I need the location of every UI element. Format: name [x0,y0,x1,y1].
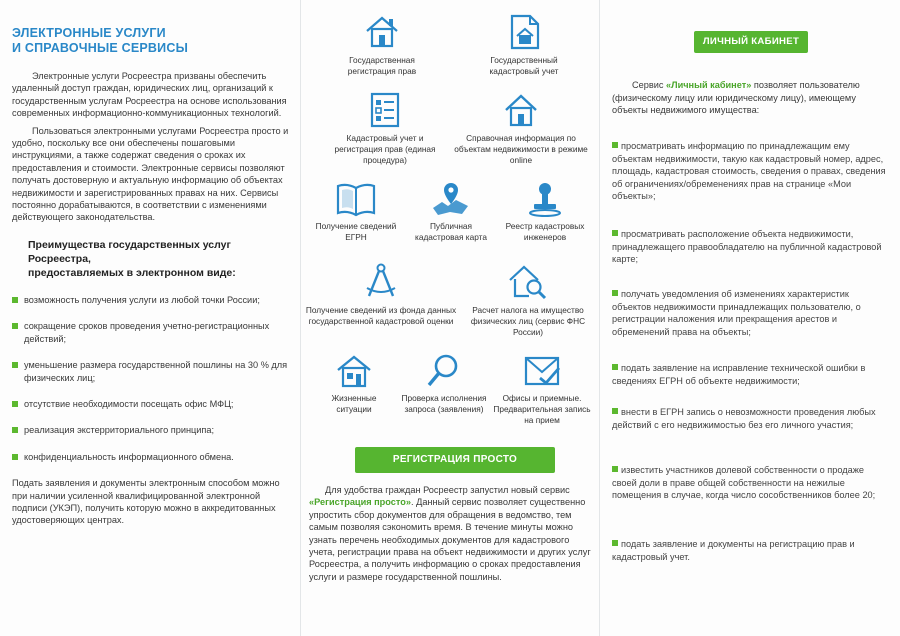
compass-drafting-icon [361,262,401,302]
advantage-item: реализация экстерриториального принципа; [12,424,290,436]
personal-cabinet-link[interactable]: «Личный кабинет» [666,80,752,90]
open-book-icon [335,180,377,218]
column-personal-cabinet [600,0,900,636]
cabinet-feature-item: подать заявление и документы на регистрацию прав и кадастровый учет. [612,539,855,562]
service-cadastral-valuation-fund[interactable]: Получение сведений из фонда данных государственной кадастровой оценки [305,262,457,327]
house-icon [362,12,402,52]
advantage-item: отсутствие необходимости посещать офис МФЦ; [12,398,290,410]
advantages-title-line-1: Преимущества государственных услуг Росреестра, [28,238,231,265]
service-property-tax-calc[interactable]: Расчет налога на имущество физических лиц (сервис ФНС России) [459,262,597,338]
advantages-title-line-2: предоставляемых в электронном виде: [28,266,236,279]
advantages-title [12,238,290,280]
cabinet-feature-item: получать уведомления об изменениях характеристик объектов недвижимости принадлежащих пользователю, о регистрации наложения или прекращения арестов и обременений права на объекты; [612,289,861,337]
service-cadastral-registration[interactable]: Государственный кадастровый учет [469,12,579,77]
bullet-square-icon [612,364,618,370]
house-info-icon [501,90,541,130]
service-request-status-check[interactable]: Проверка исполнения запроса (заявления) [397,352,491,415]
column-services-grid [300,0,600,636]
advantages-list [12,294,290,463]
advantage-item: конфиденциальность информационного обмена. [12,451,290,463]
magnifier-icon [424,352,464,390]
bullet-square-icon [612,290,618,296]
service-reference-info[interactable]: Справочная информация по объектам недвижимости в режиме online [451,90,591,166]
column-electronic-services [0,0,300,636]
bullet-square-icon [612,408,618,414]
service-offices-appointment[interactable]: Офисы и приемные. Предварительная запись на прием [489,352,595,426]
bullet-square-icon [12,362,18,368]
intro-paragraph-2: Пользоваться электронными услугами Росреестра просто и удобно, поскольку все они обеспечены пошаговыми инструкциями, а также содержат сведения о сроках их предоставления и стоимости. Электронные сервисы позволяют получать достоверную и актуальную информацию об объектах недвижимости и зарегистрированных правах на них. Сервисы постоянно дорабатываются, в соответствии с изменениями действующего законодательства. [12,125,289,223]
title-line-2: И СПРАВОЧНЫЕ СЕРВИСЫ [12,41,189,55]
stamp-icon [525,180,565,218]
bullet-square-icon [612,142,618,148]
service-egrn-info[interactable]: Получение сведений ЕГРН [315,180,397,243]
house-life-icon [334,352,374,390]
registration-simple-description: Для удобства граждан Росреестр запустил новый сервис «Регистрация просто». Данный сервис позволяет существенно упростить сбор документов для обращения в ведомство, тем самым позволяя сэкономить время. В течение минуты можно узнать перечень необходимых документов для кадастрового учета, регистрации права на объект недвижимости и других услуг Росреестра, а получить информацию о сроках предоставления услуги и размере государственной пошлины. [309,485,591,582]
bullet-square-icon [12,454,18,460]
cabinet-feature-item: просматривать расположение объекта недвижимости, принадлежащего правообладателю на публичной кадастровой карте; [612,229,882,265]
cadastre-house-icon [504,12,544,52]
bullet-square-icon [12,297,18,303]
registration-simple-button[interactable]: РЕГИСТРАЦИЯ ПРОСТО [355,447,555,473]
service-cadastral-engineers-registry[interactable]: Реестр кадастровых инженеров [499,180,591,243]
intro-paragraph-1: Электронные услуги Росреестра призваны обеспечить удаленный доступ граждан, юридических лиц, организаций к государственным услугам Росреестра на основе использования современных информационно-коммуникационных технологий. [12,71,287,119]
mail-check-icon [522,352,562,390]
map-pin-icon [430,180,472,218]
footer-note: Подать заявления и документы электронным способом можно при наличии усиленной квалифицированной электронной подписи (УКЭП), получить которую можно в аккредитованных удостоверяющих центрах. [12,478,280,526]
personal-cabinet-button[interactable]: ЛИЧНЫЙ КАБИНЕТ [694,31,808,53]
bullet-square-icon [12,401,18,407]
title-line-1: ЭЛЕКТРОННЫЕ УСЛУГИ [12,26,166,40]
advantage-item: возможность получения услуги из любой точки России; [12,294,290,306]
cabinet-feature-item: подать заявление на исправление технической ошибки в сведениях ЕГРН об объекте недвижимости; [612,363,866,386]
service-public-cadastral-map[interactable]: Публичная кадастровая карта [405,180,497,243]
section-title [12,26,290,56]
service-unified-procedure[interactable]: Кадастровый учет и регистрация прав (единая процедура) [327,90,443,166]
cabinet-intro: Сервис «Личный кабинет» позволяет пользователю (физическому лицу или юридическому лицу), имеющему объекты недвижимого имущества: [612,80,860,116]
cabinet-feature-item: известить участников долевой собственности о продаже своей доли в праве общей собственности на нежилые помещения в случае, когда число сособственников более 20; [612,465,876,501]
bullet-square-icon [12,323,18,329]
cabinet-feature-item: внести в ЕГРН запись о невозможности проведения любых действий с его недвижимостью без его личного участия; [612,407,876,430]
bullet-square-icon [612,540,618,546]
registration-simple-link[interactable]: «Регистрация просто» [309,497,411,508]
advantage-item: сокращение сроков проведения учетно-регистрационных действий; [12,320,290,345]
bullet-square-icon [612,230,618,236]
service-life-situations[interactable]: Жизненные ситуации [313,352,395,415]
house-search-icon [507,262,549,302]
service-state-registration[interactable]: Государственная регистрация прав [327,12,437,77]
advantage-item: уменьшение размера государственной пошлины на 30 % для физических лиц; [12,359,290,384]
bullet-square-icon [12,427,18,433]
cabinet-feature-item: просматривать информацию по принадлежащим ему объектам недвижимости, такую как кадастровый номер, адрес, площадь, кадастровая стоимость, сведения о правах, сведения об ограничениях/обременениях прав на странице «Мои объекты»; [612,141,886,202]
bullet-square-icon [612,466,618,472]
form-list-icon [365,90,405,130]
